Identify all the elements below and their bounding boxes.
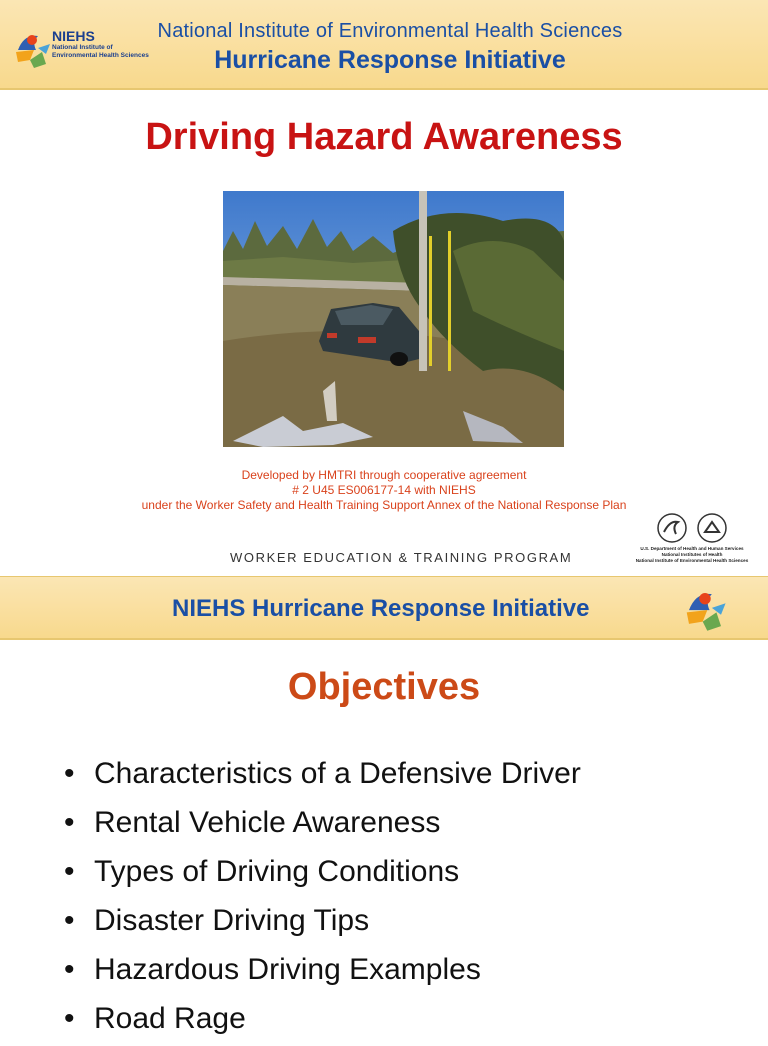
niehs-logo-full-name: National Institute of Environmental Health Sciences — [52, 44, 149, 59]
slide-title: Driving Hazard Awareness — [145, 116, 623, 158]
hhs-text — [632, 546, 752, 564]
credit-line: Developed by HMTRI through cooperative agreement — [241, 468, 527, 482]
objectives-title: Objectives — [287, 666, 481, 708]
list-item — [64, 801, 581, 850]
initiative-title: Hurricane Response Initiative — [214, 46, 566, 74]
list-item-text: Rental Vehicle Awareness — [94, 806, 441, 839]
slide2-band-title: NIEHS Hurricane Response Initiative — [172, 595, 590, 622]
hhs-line: National Institutes of Health — [661, 552, 723, 557]
list-item — [64, 850, 581, 899]
header-text — [150, 19, 630, 75]
credits — [0, 468, 768, 513]
niehs-logo — [12, 28, 147, 72]
niehs-logo-mark-icon — [12, 28, 52, 70]
bullet-icon: • — [64, 806, 75, 839]
list-item-text: Disaster Driving Tips — [94, 904, 370, 937]
slide2-header-band — [0, 576, 768, 640]
niehs-logo-name: NIEHS — [52, 28, 95, 44]
program-name: WORKER EDUCATION & TRAINING PROGRAM — [230, 550, 573, 565]
hhs-line: U.S. Department of Health and Human Services — [640, 546, 744, 551]
hhs-seal-icon — [656, 512, 688, 544]
credit-line: under the Worker Safety and Health Training Support Annex of the National Response Plan — [141, 498, 627, 512]
list-item — [64, 997, 581, 1046]
list-item-text: Characteristics of a Defensive Driver — [94, 757, 581, 790]
list-item-text: Types of Driving Conditions — [94, 855, 460, 888]
list-item — [64, 899, 581, 948]
header-band — [0, 0, 768, 90]
bullet-icon: • — [64, 1002, 75, 1035]
bullet-icon: • — [64, 953, 75, 986]
hhs-nih-seals — [632, 512, 752, 570]
bullet-icon: • — [64, 855, 75, 888]
list-item-text: Hazardous Driving Examples — [94, 953, 481, 986]
crashed-car-photo — [223, 191, 564, 447]
list-item — [64, 752, 581, 801]
bullet-icon: • — [64, 904, 75, 937]
hhs-line: National Institute of Environmental Health Sciences — [635, 558, 749, 563]
niehs-logo-mark-icon — [682, 585, 728, 633]
credit-line: # 2 U45 ES006177-14 with NIEHS — [292, 483, 476, 497]
list-item — [64, 948, 581, 997]
nih-seal-icon — [696, 512, 728, 544]
bullet-icon: • — [64, 757, 75, 790]
objectives-list — [64, 752, 581, 1046]
list-item-text: Road Rage — [94, 1002, 246, 1035]
institute-name: National Institute of Environmental Health Sciences — [157, 20, 623, 42]
